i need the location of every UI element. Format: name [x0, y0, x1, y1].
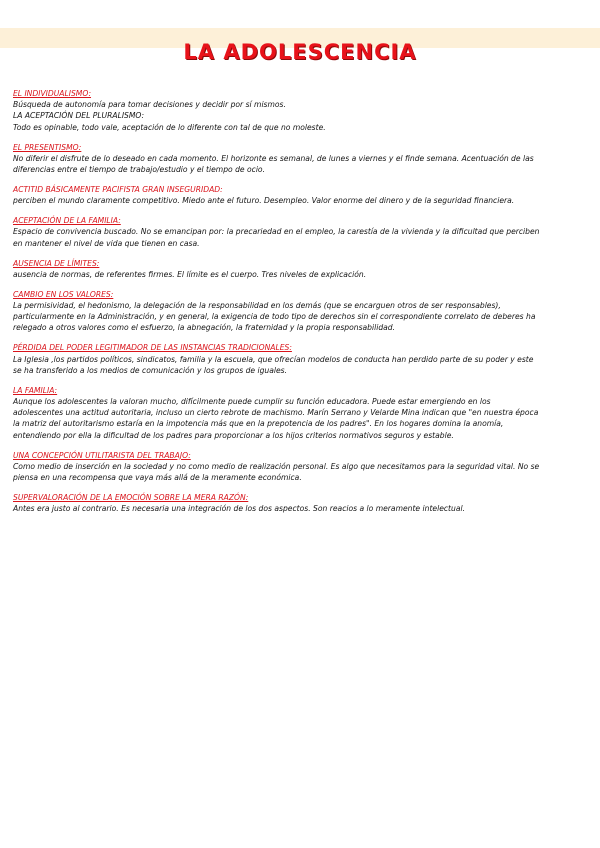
- section-individualismo: [13, 88, 543, 133]
- section-emocion: [13, 492, 543, 514]
- section-body: Antes era justo al contrario. Es necesaria una integración de los dos aspectos. Son reacios a lo meramente intelectual.: [13, 504, 466, 514]
- section-body: La Iglesia ,los partidos políticos, sindicatos, familia y la escuela, que ofrecían modelos de conducta han perdido parte de su poder y este se ha transferido a los medios de comunicación y los grupos de iguales.: [13, 354, 534, 375]
- section-body: Espacio de convivencia buscado. No se emancipan por: la precariedad en el empleo, la carestía de la vivienda y la dificultad que perciben en mantener el nivel de vida que tienen en casa.: [13, 227, 540, 248]
- section-heading: EL PRESENTISMO:: [13, 142, 82, 152]
- section-la-familia: [13, 385, 543, 441]
- section-heading: EL INDIVIDUALISMO:: [13, 89, 92, 98]
- section-body: No diferir el disfrute de lo deseado en cada momento. El horizonte es semanal, de lunes a viernes y el finde semana. Acentuación de las diferencias entre el tiempo de trabajo/estudio y el tiempo de ocio.: [13, 153, 534, 175]
- section-body: ausencia de normas, de referentes firmes. El límite es el cuerpo. Tres niveles de explicación.: [13, 269, 367, 279]
- section-heading: AUSENCIA DE LÍMITES:: [13, 258, 100, 268]
- section-heading: CAMBIO EN LOS VALORES:: [13, 289, 114, 299]
- document-body: [13, 88, 543, 523]
- section-body: La permisividad, el hedonismo, la delegación de la responsabilidad en los demás (que se encarguen otros de ser responsables), particularmente en la Administración, y en general, la exigencia de todo tipo de derechos sin el correspondiente correlato de deberes ha relegado a otros valores como el esfuerzo, la abnegación, la fraternidad y la propia responsabilidad.: [13, 301, 536, 333]
- section-heading: PÉRDIDA DEL PODER LEGITIMADOR DE LAS INSTANCIAS TRADICIONALES:: [13, 343, 292, 353]
- section-heading: ACTITID BÁSICAMENTE PACIFISTA GRAN INSEGURIDAD:: [13, 185, 223, 195]
- section-body: Como medio de inserción en la sociedad y no como medio de realización personal. Es algo que necesitamos para la seguridad vital. No se piensa en una recompensa que vaya más allá de la meramente económica.: [13, 461, 540, 483]
- section-presentismo: [13, 142, 543, 176]
- section-heading: ACEPTACIÓN DE LA FAMILIA:: [13, 216, 121, 226]
- section-trabajo: [13, 450, 543, 484]
- page-title: LA ADOLESCENCIA: [183, 40, 417, 64]
- section-subheading: LA ACEPTACIÓN DEL PLURALISMO:: [13, 111, 145, 121]
- section-aceptacion-familia: [13, 215, 543, 249]
- section-actitud-pacifista: [13, 184, 543, 206]
- section-subbody: Todo es opinable, todo vale, aceptación de lo diferente con tal de que no moleste.: [13, 122, 326, 132]
- section-body: Búsqueda de autonomía para tomar decisiones y decidir por sí mismos.: [13, 100, 286, 110]
- section-heading: LA FAMILIA:: [13, 385, 58, 395]
- section-body: perciben el mundo claramente competitivo. Miedo ante el futuro. Desempleo. Valor enorme del dinero y de la seguridad financiera.: [13, 196, 515, 206]
- section-heading: UNA CONCEPCIÓN UTILITARISTA DEL TRABAJO:: [13, 450, 191, 460]
- section-body: Aunque los adolescentes la valoran mucho, difícilmente puede cumplir su función educadora. Puede estar emergiendo en los adolescentes una actitud autoritaria, incluso un cierto rebrote de machismo. Marín Serrano y Velarde Mina indican que "en nuestra época la matriz del autoritarismo estaría en la impotencia más que en la prepotencia de los padres". En los hogares domina la anomía, entendiendo por ella la dificultad de los padres para proporcionar a los hijos criterios normativos seguros y estable.: [13, 397, 539, 440]
- section-perdida-poder: [13, 342, 543, 376]
- section-ausencia-limites: [13, 258, 543, 280]
- section-cambio-valores: [13, 289, 543, 334]
- section-heading: SUPERVALORACIÓN DE LA EMOCIÓN SOBRE LA MERA RAZÓN:: [13, 493, 249, 503]
